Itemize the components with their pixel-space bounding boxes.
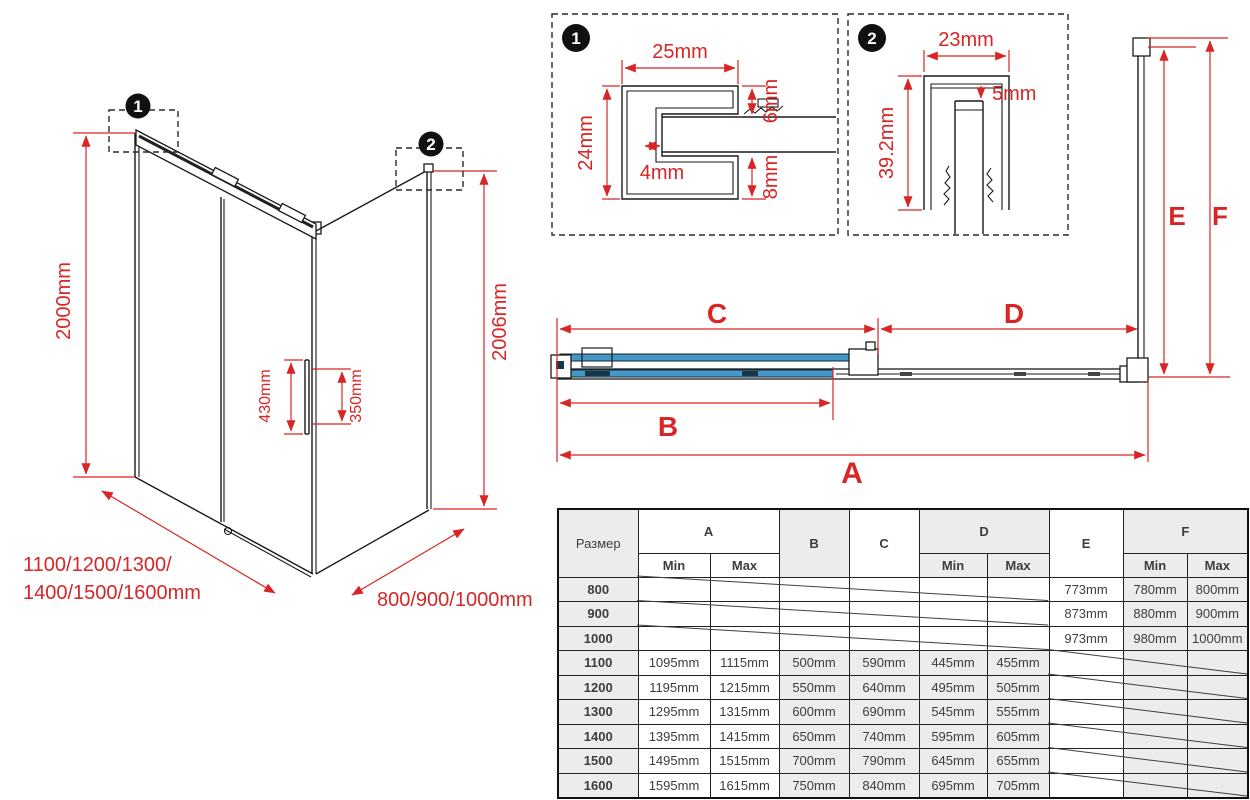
detail-1 <box>552 14 838 235</box>
table-row <box>558 577 1248 602</box>
cell-e: 973mm <box>1049 626 1123 651</box>
col-header-e: E <box>1049 509 1123 577</box>
subheader-f-max: Max <box>1187 553 1248 577</box>
isometric-view <box>23 94 533 612</box>
cell-d-min <box>919 577 987 602</box>
cell-b: 500mm <box>779 651 849 676</box>
table-row <box>558 724 1248 749</box>
dim-5-label: 5mm <box>992 83 1037 105</box>
cell-b: 550mm <box>779 675 849 700</box>
cell-f-min <box>1123 675 1187 700</box>
roller-carriage <box>849 342 878 375</box>
cell-d-min: 695mm <box>919 773 987 798</box>
dim-6-label: 6mm <box>760 78 782 124</box>
cell-a-max: 1615mm <box>710 773 779 798</box>
cell-size: 1500 <box>558 749 638 774</box>
cell-a-min: 1195mm <box>638 675 710 700</box>
col-header-b: B <box>779 509 849 577</box>
side-panel-top-edge <box>316 170 428 231</box>
cell-c: 590mm <box>849 651 919 676</box>
cell-size: 1300 <box>558 700 638 725</box>
table-row <box>558 773 1248 798</box>
cell-b: 600mm <box>779 700 849 725</box>
dim-39-label: 39.2mm <box>876 106 898 180</box>
marker-1-badge: 1 <box>133 97 143 116</box>
corner-post <box>309 222 321 574</box>
dim-c <box>557 298 878 462</box>
cell-f-max <box>1187 675 1248 700</box>
cell-c <box>849 577 919 602</box>
subheader-d-max: Max <box>987 553 1049 577</box>
cell-a-max: 1515mm <box>710 749 779 774</box>
cell-e <box>1049 700 1123 725</box>
cell-a-min: 1595mm <box>638 773 710 798</box>
dim-2000-label: 2000mm <box>53 262 75 340</box>
cell-a-min <box>638 602 710 627</box>
cell-size: 1400 <box>558 724 638 749</box>
table-row <box>558 651 1248 676</box>
cell-a-max <box>710 602 779 627</box>
plan-label-e: E <box>1168 201 1186 231</box>
fixed-glass-plan <box>560 354 878 361</box>
cell-a-max: 1415mm <box>710 724 779 749</box>
dim-f <box>1146 38 1230 377</box>
cell-b: 700mm <box>779 749 849 774</box>
cell-d-max <box>987 602 1049 627</box>
table-row <box>558 626 1248 651</box>
top-rail <box>136 130 316 239</box>
dim-25mm <box>622 41 738 84</box>
gasket-left <box>944 166 950 205</box>
cell-d-min: 545mm <box>919 700 987 725</box>
dim-depth-options <box>352 529 533 611</box>
cell-size: 1100 <box>558 651 638 676</box>
subheader-f-min: Min <box>1123 553 1187 577</box>
cell-f-max <box>1187 724 1248 749</box>
cell-a-max: 1315mm <box>710 700 779 725</box>
dim-25-label: 25mm <box>652 41 708 63</box>
cell-d-max <box>987 577 1049 602</box>
dim-a <box>560 380 1148 490</box>
cell-f-min <box>1123 651 1187 676</box>
depth-options-label: 800/900/1000mm <box>377 589 533 611</box>
cell-e <box>1049 724 1123 749</box>
cell-d-min: 445mm <box>919 651 987 676</box>
cell-f-max: 800mm <box>1187 577 1248 602</box>
cell-a-max <box>710 626 779 651</box>
cell-d-max: 605mm <box>987 724 1049 749</box>
cell-e: 773mm <box>1049 577 1123 602</box>
dim-5mm <box>981 83 1036 105</box>
cell-f-min <box>1123 773 1187 798</box>
cell-d-min <box>919 602 987 627</box>
dim-2000 <box>53 133 135 477</box>
col-header-c: C <box>849 509 919 577</box>
cell-size: 900 <box>558 602 638 627</box>
table-row <box>558 749 1248 774</box>
cell-a-min: 1295mm <box>638 700 710 725</box>
cell-f-max <box>1187 749 1248 774</box>
col-header-f: F <box>1123 509 1248 553</box>
cell-f-min <box>1123 700 1187 725</box>
plan-label-f: F <box>1212 201 1228 231</box>
side-panel-bottom-edge <box>316 510 429 574</box>
table-row <box>558 700 1248 725</box>
wall-profile-left <box>551 355 571 378</box>
cell-c <box>849 626 919 651</box>
plan-view <box>551 38 1230 490</box>
cell-c: 690mm <box>849 700 919 725</box>
cell-a-min <box>638 626 710 651</box>
dim-8-label: 8mm <box>760 154 782 200</box>
gasket-right <box>987 168 993 202</box>
plan-label-d: D <box>1003 298 1025 329</box>
cell-size: 1200 <box>558 675 638 700</box>
dim-8mm <box>742 155 782 199</box>
cell-f-max <box>1187 773 1248 798</box>
dim-39mm <box>876 76 922 210</box>
cell-c: 790mm <box>849 749 919 774</box>
cell-d-min: 595mm <box>919 724 987 749</box>
door-handle <box>305 360 309 434</box>
cell-f-max: 900mm <box>1187 602 1248 627</box>
cell-b <box>779 626 849 651</box>
dim-350-label: 350mm <box>348 369 365 423</box>
cell-a-min: 1095mm <box>638 651 710 676</box>
side-panel-front-edge <box>424 164 433 509</box>
dim-24-label: 24mm <box>575 115 597 171</box>
dim-width-options <box>23 491 275 604</box>
cell-a-min <box>638 577 710 602</box>
cell-f-min <box>1123 724 1187 749</box>
plan-label-b: B <box>657 411 679 442</box>
cell-d-min: 495mm <box>919 675 987 700</box>
cell-a-min: 1395mm <box>638 724 710 749</box>
cell-d-min <box>919 626 987 651</box>
subheader-a-max: Max <box>710 553 779 577</box>
cell-f-max <box>1187 651 1248 676</box>
subheader-a-min: Min <box>638 553 710 577</box>
dim-23mm <box>924 29 1009 72</box>
door-leading-edge <box>221 197 224 522</box>
cell-size: 1000 <box>558 626 638 651</box>
plan-label-c: C <box>706 298 728 329</box>
spec-table <box>557 508 1247 799</box>
cell-size: 800 <box>558 577 638 602</box>
dim-2006 <box>433 171 511 509</box>
dim-2006-label: 2006mm <box>489 283 511 361</box>
marker-2-badge: 2 <box>426 135 436 154</box>
detail2-number: 2 <box>867 29 877 48</box>
cell-b <box>779 602 849 627</box>
cell-c: 640mm <box>849 675 919 700</box>
cell-d-max: 455mm <box>987 651 1049 676</box>
detail-2 <box>848 14 1068 235</box>
dim-430 <box>257 360 303 434</box>
dim-23-label: 23mm <box>938 29 994 51</box>
cell-b <box>779 577 849 602</box>
cell-f-min: 780mm <box>1123 577 1187 602</box>
cell-size: 1600 <box>558 773 638 798</box>
cell-a-max: 1115mm <box>710 651 779 676</box>
cell-a-min: 1495mm <box>638 749 710 774</box>
col-header-a: A <box>638 509 779 553</box>
dim-350 <box>311 369 365 424</box>
cell-b: 650mm <box>779 724 849 749</box>
cell-d-max: 505mm <box>987 675 1049 700</box>
cell-f-max <box>1187 700 1248 725</box>
cell-d-min: 645mm <box>919 749 987 774</box>
cell-c: 740mm <box>849 724 919 749</box>
cell-e <box>1049 675 1123 700</box>
cell-f-max: 1000mm <box>1187 626 1248 651</box>
cell-f-min: 880mm <box>1123 602 1187 627</box>
side-panel-plan <box>1127 38 1150 382</box>
dim-e <box>1148 47 1196 374</box>
col-header-size: Размер <box>558 509 638 577</box>
plan-label-a: A <box>841 457 863 490</box>
cell-f-min: 980mm <box>1123 626 1187 651</box>
cell-e <box>1049 651 1123 676</box>
subheader-d-min: Min <box>919 553 987 577</box>
detail1-number: 1 <box>571 29 581 48</box>
cell-e <box>1049 749 1123 774</box>
width-options-line1: 1100/1200/1300/ <box>23 554 172 576</box>
cell-e: 873mm <box>1049 602 1123 627</box>
dim-d <box>881 298 1137 329</box>
cell-c: 840mm <box>849 773 919 798</box>
col-header-d: D <box>919 509 1049 553</box>
cell-b: 750mm <box>779 773 849 798</box>
dim-430-label: 430mm <box>257 369 274 423</box>
table-row <box>558 675 1248 700</box>
cell-d-max: 555mm <box>987 700 1049 725</box>
cell-c <box>849 602 919 627</box>
table-row <box>558 602 1248 627</box>
dim-4-label: 4mm <box>639 162 685 184</box>
dim-24mm <box>575 86 620 199</box>
door-bottom-rail <box>224 529 311 577</box>
cell-e <box>1049 773 1123 798</box>
width-options-line2: 1400/1500/1600mm <box>23 582 201 604</box>
cell-f-min <box>1123 749 1187 774</box>
cell-a-max <box>710 577 779 602</box>
fixed-panel-left-edge <box>135 133 139 477</box>
cell-d-max: 705mm <box>987 773 1049 798</box>
cell-d-max <box>987 626 1049 651</box>
cell-a-max: 1215mm <box>710 675 779 700</box>
cell-d-max: 655mm <box>987 749 1049 774</box>
